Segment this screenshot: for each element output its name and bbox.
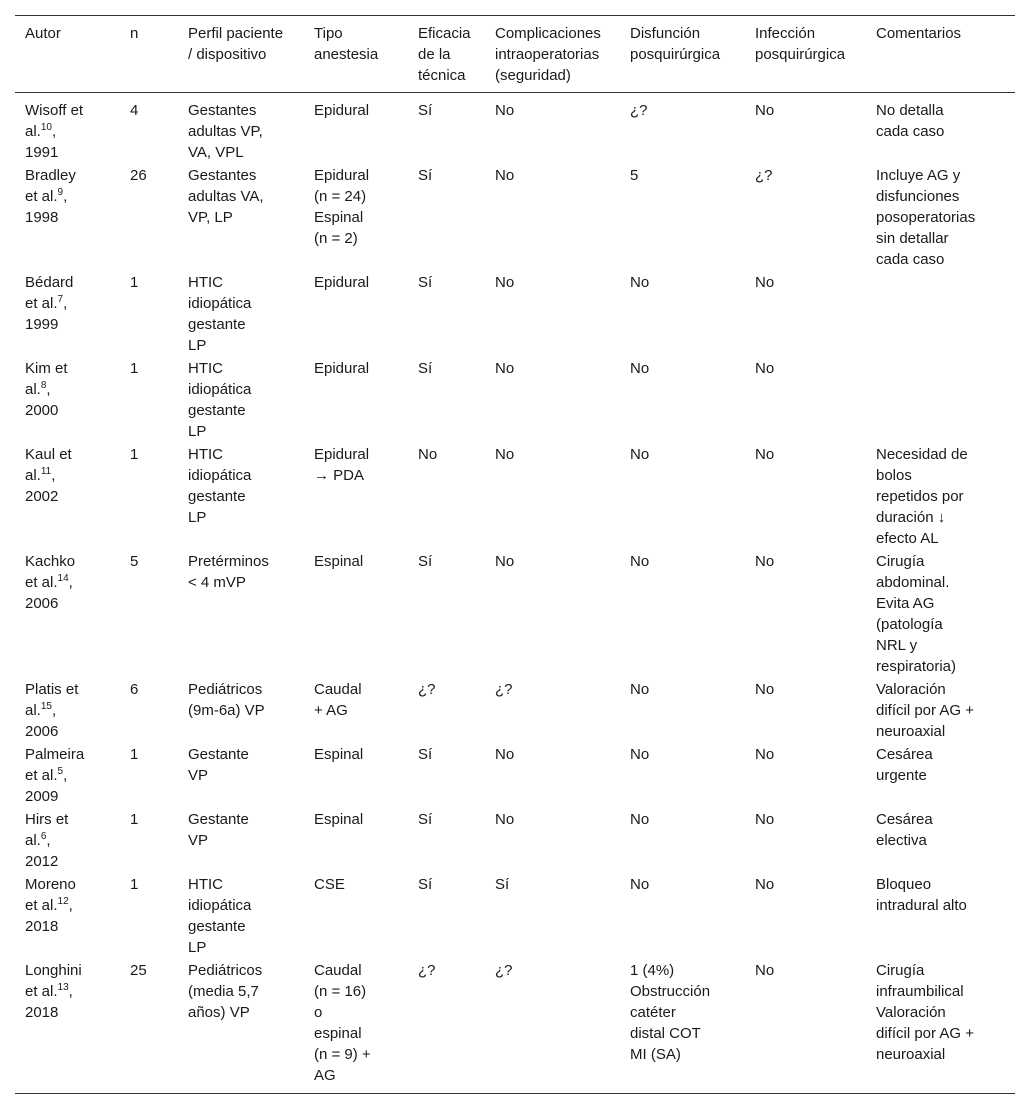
cell-author <box>15 271 120 357</box>
cell-comments: Incluye AG y disfunciones posoperatorias sin detallar cada caso <box>876 167 976 268</box>
cell-comments: Cesárea electiva <box>876 811 933 849</box>
cell-complications: No <box>495 811 515 828</box>
cell-n: 5 <box>130 553 139 570</box>
cell-efficacy: No <box>418 446 438 463</box>
cell-infection: No <box>755 102 775 119</box>
cell-author <box>15 443 120 550</box>
author-year: , 2018 <box>25 897 73 935</box>
cell-author <box>15 743 120 808</box>
reference-number: 9 <box>57 187 64 198</box>
cell-author <box>15 93 120 165</box>
cell-efficacy: Sí <box>418 167 433 184</box>
cell-comments: Cirugía infraumbilical Valoración difícil por AG + neuroaxial <box>876 962 974 1063</box>
cell-dysfunction: No <box>630 811 650 828</box>
cell-efficacy: ¿? <box>418 962 436 979</box>
cell-n: 1 <box>130 274 139 291</box>
cell-infection: No <box>755 360 775 377</box>
table-row <box>15 743 1015 808</box>
cell-comments: Valoración difícil por AG + neuroaxial <box>876 681 974 740</box>
cell-profile: Gestantes adultas VA, VP, LP <box>188 167 264 226</box>
reference-number: 15 <box>40 701 52 712</box>
author-year: , 1991 <box>25 123 59 161</box>
cell-complications: No <box>495 553 515 570</box>
cell-infection: No <box>755 876 775 893</box>
reference-number: 6 <box>40 831 47 842</box>
cell-n: 1 <box>130 811 139 828</box>
author-year: , 1998 <box>25 188 68 226</box>
cell-infection: No <box>755 553 775 570</box>
cell-anesthesia: CSE <box>314 876 345 893</box>
cell-complications: No <box>495 102 515 119</box>
cell-author <box>15 678 120 743</box>
header-anesthesia: Tipo anestesia <box>314 25 379 63</box>
author-name: Kim et al. <box>25 360 68 398</box>
author-name: Bradley et al. <box>25 167 76 205</box>
author-year: , 1999 <box>25 295 68 333</box>
header-n: n <box>130 25 139 42</box>
cell-efficacy: Sí <box>418 876 433 893</box>
cell-n: 1 <box>130 360 139 377</box>
author-year: , 2009 <box>25 767 68 805</box>
cell-profile: Pretérminos < 4 mVP <box>188 553 269 591</box>
reference-number: 11 <box>40 466 52 477</box>
author-year: , 2002 <box>25 467 59 505</box>
cell-profile: HTIC idiopática gestante LP <box>188 274 252 354</box>
cell-complications: No <box>495 167 515 184</box>
table-body <box>15 93 1015 1094</box>
cell-infection: ¿? <box>755 167 773 184</box>
table-container <box>15 15 1015 1094</box>
cell-anesthesia: Espinal <box>314 553 364 570</box>
author-name: Palmeira et al. <box>25 746 85 784</box>
cell-profile: Pediátricos (9m-6a) VP <box>188 681 265 719</box>
cell-anesthesia: Caudal (n = 16) o espinal (n = 9) + AG <box>314 962 371 1084</box>
cell-n: 26 <box>130 167 147 184</box>
table-row <box>15 164 1015 271</box>
author-name: Kaul et al. <box>25 446 72 484</box>
cell-infection: No <box>755 746 775 763</box>
author-year: , 2018 <box>25 983 73 1021</box>
cell-anesthesia: Epidural (n = 24) Espinal (n = 2) <box>314 167 370 247</box>
cell-infection: No <box>755 962 775 979</box>
header-profile: Perfil paciente / dispositivo <box>188 25 284 63</box>
author-year: , 2000 <box>25 381 59 419</box>
cell-anesthesia: Caudal + AG <box>314 681 362 719</box>
cell-comments: Necesidad de bolos repetidos por duración ↓ efecto AL <box>876 446 968 547</box>
table-row <box>15 93 1015 165</box>
cell-complications: No <box>495 274 515 291</box>
table-header <box>15 16 1015 93</box>
table-row <box>15 550 1015 678</box>
cell-profile: Pediátricos (media 5,7 años) VP <box>188 962 263 1021</box>
cell-dysfunction: No <box>630 274 650 291</box>
cell-anesthesia: Epidural <box>314 360 370 377</box>
cell-dysfunction: 1 (4%) Obstrucción catéter distal COT MI (SA) <box>630 962 711 1063</box>
cell-efficacy: Sí <box>418 102 433 119</box>
reference-number: 12 <box>57 896 69 907</box>
header-author: Autor <box>25 25 61 42</box>
cell-profile: Gestantes adultas VP, VA, VPL <box>188 102 263 161</box>
cell-dysfunction: No <box>630 360 650 377</box>
table-row <box>15 678 1015 743</box>
cell-comments <box>866 271 1015 357</box>
cell-author <box>15 808 120 873</box>
cell-anesthesia: Epidural → PDA <box>314 446 370 484</box>
cell-infection: No <box>755 681 775 698</box>
cell-complications: ¿? <box>495 962 513 979</box>
cell-n: 1 <box>130 746 139 763</box>
cell-anesthesia: Epidural <box>314 274 370 291</box>
cell-dysfunction: No <box>630 553 650 570</box>
cell-efficacy: Sí <box>418 360 433 377</box>
cell-comments <box>866 357 1015 443</box>
cell-efficacy: Sí <box>418 746 433 763</box>
author-year: , 2012 <box>25 832 59 870</box>
cell-efficacy: Sí <box>418 274 433 291</box>
cell-complications: No <box>495 746 515 763</box>
cell-profile: Gestante VP <box>188 746 249 784</box>
reference-number: 5 <box>57 766 64 777</box>
author-name: Longhini et al. <box>25 962 82 1000</box>
cell-author <box>15 550 120 678</box>
cell-anesthesia: Epidural <box>314 102 370 119</box>
cell-profile: Gestante VP <box>188 811 249 849</box>
cell-efficacy: Sí <box>418 553 433 570</box>
table-row <box>15 271 1015 357</box>
author-year: , 2006 <box>25 574 73 612</box>
cell-complications: Sí <box>495 876 510 893</box>
header-complications: Complicaciones intraoperatorias (seguridad) <box>495 25 601 84</box>
cell-dysfunction: No <box>630 446 650 463</box>
cell-infection: No <box>755 274 775 291</box>
table-row <box>15 357 1015 443</box>
author-name: Kachko et al. <box>25 553 76 591</box>
cell-n: 1 <box>130 446 139 463</box>
author-name: Hirs et al. <box>25 811 69 849</box>
cell-complications: No <box>495 446 515 463</box>
cell-n: 6 <box>130 681 139 698</box>
cell-comments: No detalla cada caso <box>876 102 945 140</box>
cell-author <box>15 357 120 443</box>
cell-complications: ¿? <box>495 681 513 698</box>
cell-dysfunction: No <box>630 876 650 893</box>
author-name: Wisoff et al. <box>25 102 84 140</box>
cell-complications: No <box>495 360 515 377</box>
cell-author <box>15 873 120 959</box>
cell-profile: HTIC idiopática gestante LP <box>188 360 252 440</box>
header-row <box>15 16 1015 93</box>
cell-anesthesia: Espinal <box>314 811 364 828</box>
header-infection: Infección posquirúrgica <box>755 25 846 63</box>
cell-n: 25 <box>130 962 147 979</box>
cell-infection: No <box>755 811 775 828</box>
cell-efficacy: Sí <box>418 811 433 828</box>
header-efficacy: Eficacia de la técnica <box>418 25 471 84</box>
reference-number: 10 <box>40 122 52 133</box>
reference-number: 13 <box>57 982 69 993</box>
cell-profile: HTIC idiopática gestante LP <box>188 446 252 526</box>
cell-author <box>15 164 120 271</box>
cell-efficacy: ¿? <box>418 681 436 698</box>
cell-dysfunction: ¿? <box>630 102 648 119</box>
table-row <box>15 443 1015 550</box>
cell-dysfunction: No <box>630 746 650 763</box>
reference-number: 14 <box>57 573 69 584</box>
cell-infection: No <box>755 446 775 463</box>
cell-n: 1 <box>130 876 139 893</box>
header-comments: Comentarios <box>876 25 962 42</box>
table-row <box>15 959 1015 1094</box>
author-name: Moreno et al. <box>25 876 76 914</box>
author-name: Platis et al. <box>25 681 79 719</box>
cell-dysfunction: 5 <box>630 167 639 184</box>
header-dysfunction: Disfunción posquirúrgica <box>630 25 721 63</box>
reference-number: 7 <box>57 294 64 305</box>
cell-anesthesia: Espinal <box>314 746 364 763</box>
cell-author <box>15 959 120 1094</box>
cell-comments: Cirugía abdominal. Evita AG (patología NRL y respiratoria) <box>876 553 957 675</box>
author-name: Bédard et al. <box>25 274 74 312</box>
author-year: , 2006 <box>25 702 59 740</box>
studies-table <box>15 15 1015 1094</box>
cell-comments: Cesárea urgente <box>876 746 933 784</box>
reference-number: 8 <box>40 380 47 391</box>
table-row <box>15 873 1015 959</box>
cell-n: 4 <box>130 102 139 119</box>
cell-comments: Bloqueo intradural alto <box>876 876 967 914</box>
table-row <box>15 808 1015 873</box>
cell-profile: HTIC idiopática gestante LP <box>188 876 252 956</box>
cell-dysfunction: No <box>630 681 650 698</box>
